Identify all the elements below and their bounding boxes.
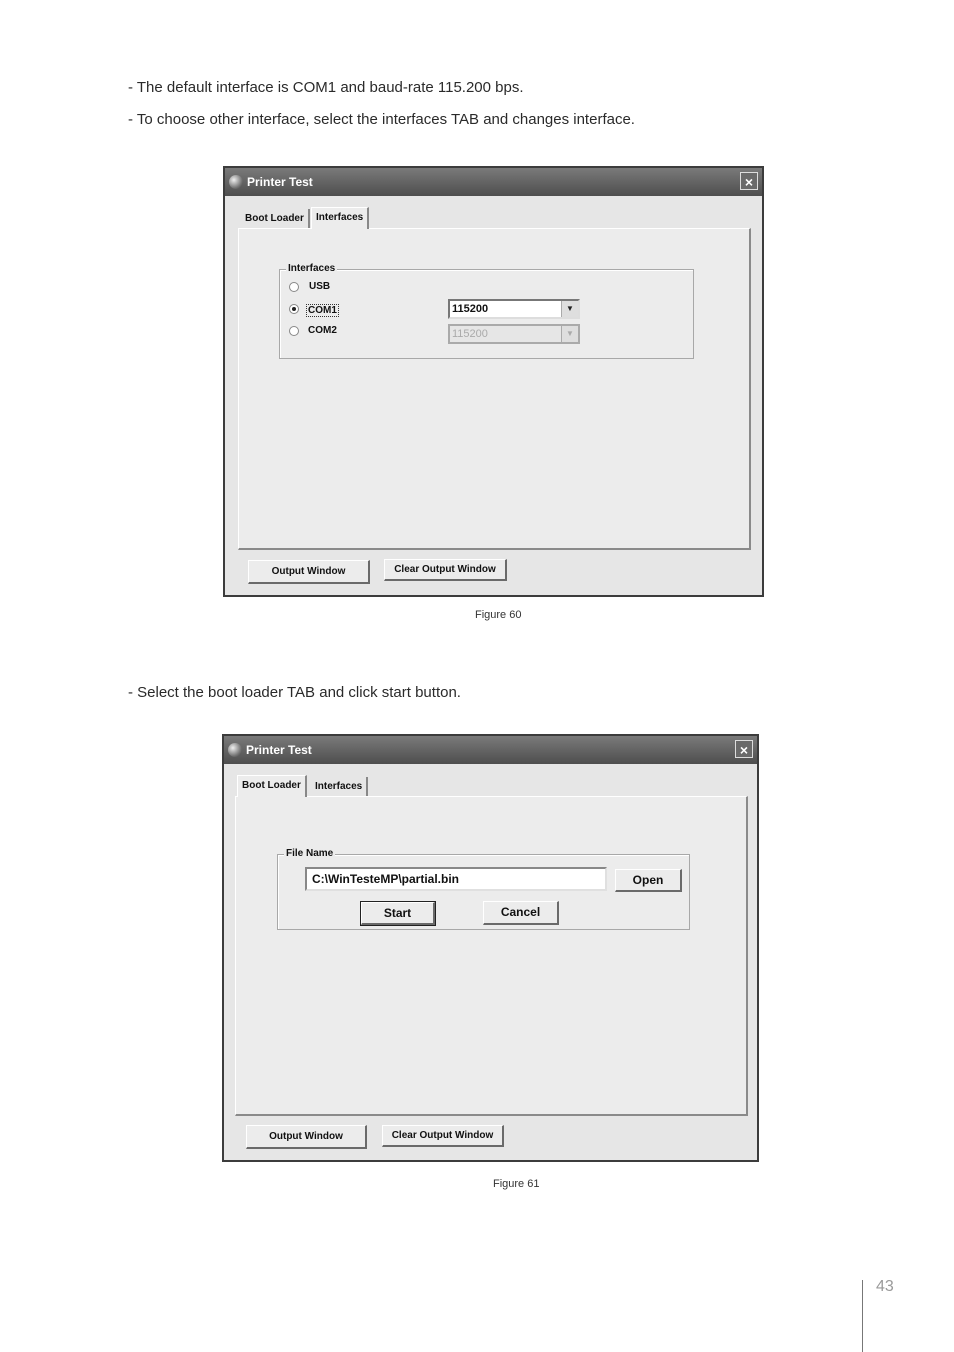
com2-baud-value: 115200 [452, 328, 488, 340]
com2-baud-select [448, 324, 580, 344]
close-icon[interactable]: × [735, 740, 753, 758]
tab-panel [235, 796, 748, 1116]
intro-line-1: - The default interface is COM1 and baud-rate 115.200 bps. [128, 79, 524, 96]
radio-com1[interactable] [289, 304, 299, 314]
output-window-button[interactable]: Output Window [248, 560, 370, 584]
tab-boot-loader[interactable]: Boot Loader [237, 775, 307, 797]
open-button[interactable]: Open [615, 869, 682, 892]
group-label: File Name [286, 848, 334, 859]
radio-com2[interactable] [289, 326, 299, 336]
instruction-text: - Select the boot loader TAB and click start button. [128, 684, 461, 701]
app-icon [229, 175, 243, 189]
radio-usb[interactable] [289, 282, 299, 292]
file-name-group [277, 848, 690, 930]
page-number: 43 [876, 1278, 894, 1295]
radio-label-usb: USB [309, 281, 331, 292]
window-title: Printer Test [246, 743, 312, 757]
interfaces-group [279, 263, 694, 359]
figure-61-caption: Figure 61 [493, 1178, 540, 1190]
window-title: Printer Test [247, 175, 313, 189]
intro-line-2: - To choose other interface, select the interfaces TAB and changes interface. [128, 111, 635, 128]
figure-60-caption: Figure 60 [475, 609, 522, 621]
tab-interfaces[interactable]: Interfaces [311, 207, 369, 229]
title-bar[interactable] [225, 168, 762, 196]
clear-output-window-button[interactable]: Clear Output Window [382, 1125, 504, 1147]
group-label: Interfaces [288, 263, 336, 274]
close-icon[interactable]: × [740, 172, 758, 190]
file-path-input[interactable]: C:\WinTesteMP\partial.bin [305, 867, 607, 891]
page-divider [862, 1280, 863, 1352]
chevron-down-icon: ▼ [561, 326, 578, 342]
tab-interfaces[interactable]: Interfaces [311, 777, 368, 797]
app-icon [228, 743, 242, 757]
radio-label-com1: COM1 [308, 305, 337, 316]
output-window-button[interactable]: Output Window [246, 1125, 367, 1149]
clear-output-window-button[interactable]: Clear Output Window [384, 559, 507, 581]
radio-label-com2: COM2 [308, 325, 337, 336]
cancel-button[interactable]: Cancel [483, 901, 559, 925]
tab-boot-loader[interactable]: Boot Loader [241, 209, 310, 229]
start-button[interactable]: Start [361, 902, 435, 925]
printer-test-window-fig61 [222, 734, 759, 1162]
com1-baud-select[interactable] [448, 299, 580, 319]
title-bar[interactable] [224, 736, 757, 764]
com1-baud-value: 115200 [452, 303, 489, 315]
chevron-down-icon[interactable]: ▼ [561, 301, 578, 317]
tab-panel [238, 228, 751, 550]
printer-test-window-fig60 [223, 166, 764, 597]
